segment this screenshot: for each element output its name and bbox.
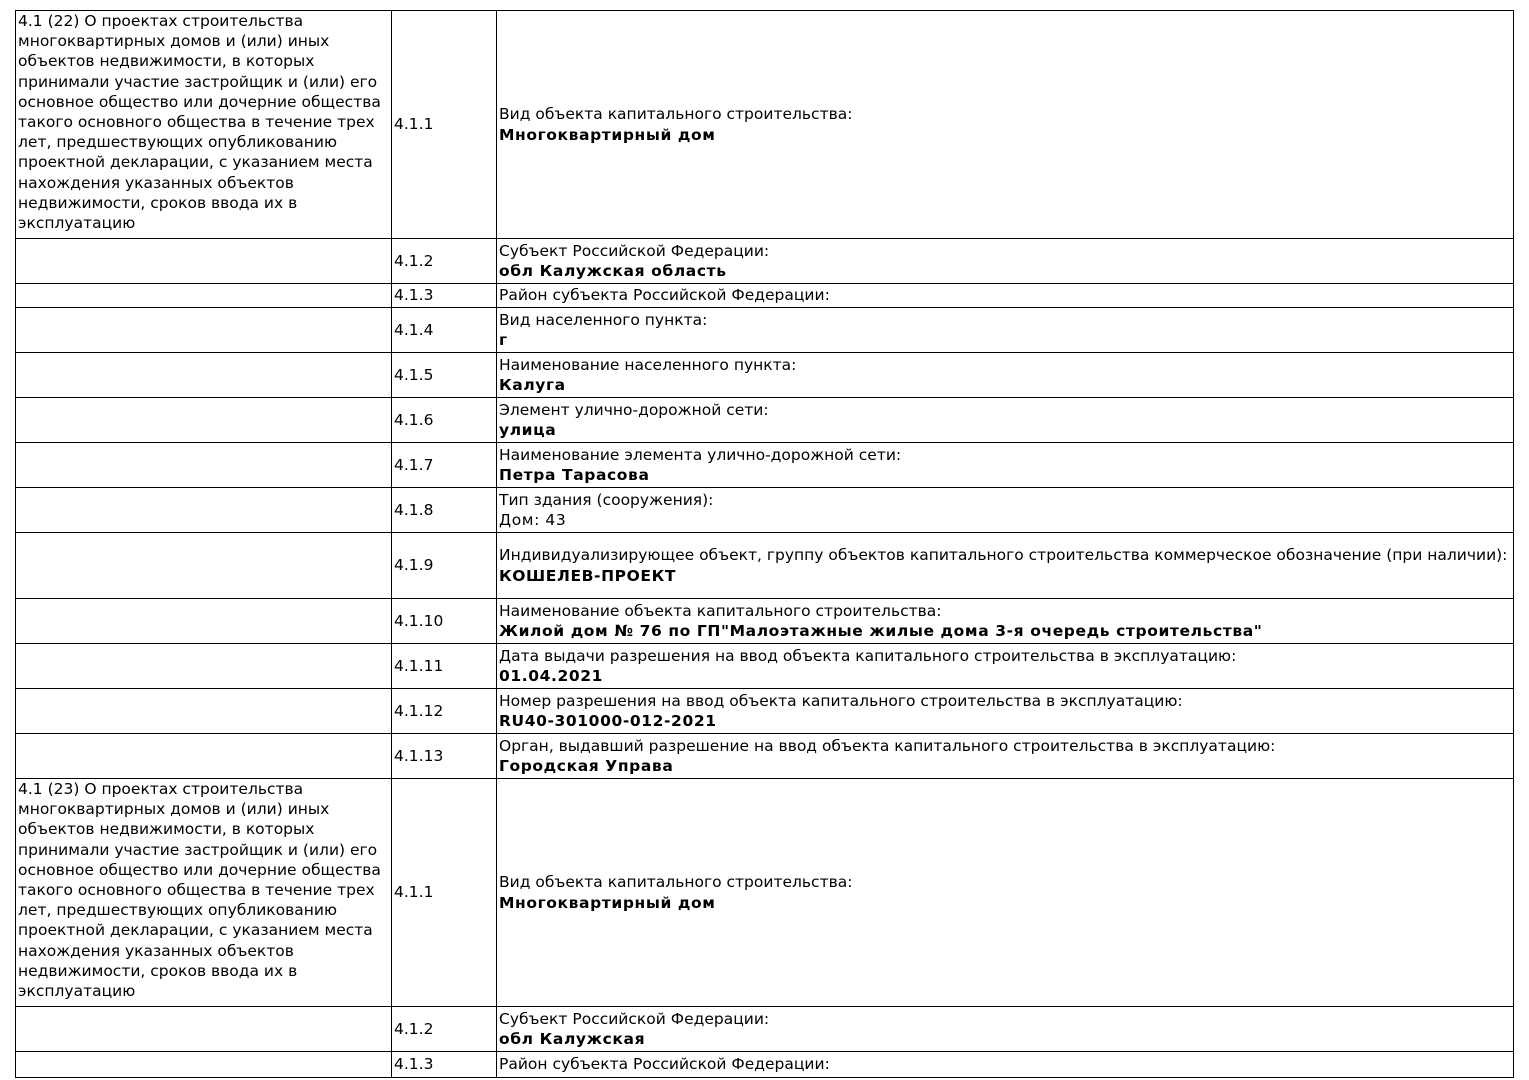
item-code: 4.1.12 — [392, 689, 497, 734]
item-content — [497, 284, 1514, 308]
item-content — [497, 488, 1514, 533]
section-cell — [16, 443, 392, 488]
item-code: 4.1.7 — [392, 443, 497, 488]
table-row — [16, 689, 1514, 734]
table-row — [16, 599, 1514, 644]
item-label: Субъект Российской Федерации: — [499, 241, 770, 260]
item-value: Дом: 43 — [499, 511, 567, 529]
section-title: 4.1 (22) О проектах строительства многоквартирных домов и (или) иных объектов недвижимости, в которых принимали участие застройщик и (или) его основное общество или дочерние общества такого основного общества в течение трех лет, предшествующих опубликованию проектной декларации, с указанием места нахождения указанных объектов недвижимости, сроков ввода их в эксплуатацию — [18, 12, 381, 233]
item-code: 4.1.8 — [392, 488, 497, 533]
table-row — [16, 779, 1514, 1007]
item-label: Наименование населенного пункта: — [499, 355, 797, 374]
item-value: обл Калужская область — [499, 262, 727, 280]
item-content — [497, 398, 1514, 443]
item-code: 4.1.3 — [392, 1052, 497, 1078]
item-value: Многоквартирный дом — [499, 125, 716, 144]
item-label: Субъект Российской Федерации: — [499, 1009, 770, 1028]
item-label: Район субъекта Российской Федерации: — [499, 1055, 830, 1074]
item-content — [497, 11, 1514, 239]
item-label: Номер разрешения на ввод объекта капитального строительства в эксплуатацию: — [499, 691, 1183, 710]
table-row — [16, 398, 1514, 443]
table-row — [16, 488, 1514, 533]
item-code: 4.1.9 — [392, 533, 497, 599]
item-content — [497, 734, 1514, 779]
item-value: Многоквартирный дом — [499, 893, 716, 912]
item-content — [497, 533, 1514, 599]
item-value: КОШЕЛЕВ-ПРОЕКТ — [499, 566, 677, 585]
item-label: Район субъекта Российской Федерации: — [499, 286, 830, 305]
item-value: улица — [499, 421, 557, 439]
item-content — [497, 644, 1514, 689]
item-label: Наименование объекта капитального строительства: — [499, 601, 942, 620]
item-value: Жилой дом № 76 по ГП"Малоэтажные жилые дома 3-я очередь строительства" — [499, 622, 1263, 640]
item-code: 4.1.4 — [392, 308, 497, 353]
section-cell — [16, 734, 392, 779]
item-code: 4.1.2 — [392, 239, 497, 284]
item-content — [497, 353, 1514, 398]
item-value: Петра Тарасова — [499, 466, 650, 484]
section-cell — [16, 1052, 392, 1078]
table-row — [16, 644, 1514, 689]
item-code: 4.1.10 — [392, 599, 497, 644]
item-label: Дата выдачи разрешения на ввод объекта капитального строительства в эксплуатацию: — [499, 646, 1237, 665]
item-content — [497, 308, 1514, 353]
section-cell — [16, 284, 392, 308]
table-row — [16, 284, 1514, 308]
section-cell — [16, 398, 392, 443]
section-cell — [16, 11, 392, 239]
table-row — [16, 239, 1514, 284]
item-label: Вид объекта капитального строительства: — [499, 873, 853, 892]
table-row — [16, 443, 1514, 488]
item-label: Индивидуализирующее объект, группу объектов капитального строительства коммерческое обозначение (при наличии): — [499, 546, 1508, 565]
item-code: 4.1.2 — [392, 1007, 497, 1052]
item-content — [497, 779, 1514, 1007]
item-code: 4.1.11 — [392, 644, 497, 689]
item-content — [497, 1007, 1514, 1052]
table-row — [16, 1052, 1514, 1078]
item-content — [497, 443, 1514, 488]
item-code: 4.1.6 — [392, 398, 497, 443]
item-label: Наименование элемента улично-дорожной сети: — [499, 445, 902, 464]
section-cell — [16, 239, 392, 284]
section-cell — [16, 644, 392, 689]
item-value: 01.04.2021 — [499, 667, 604, 685]
table-row — [16, 533, 1514, 599]
table-row — [16, 308, 1514, 353]
item-content — [497, 599, 1514, 644]
item-value: г — [499, 331, 508, 349]
section-cell — [16, 533, 392, 599]
item-content — [497, 239, 1514, 284]
item-content — [497, 689, 1514, 734]
item-value: обл Калужская — [499, 1030, 646, 1048]
item-content — [497, 1052, 1514, 1078]
item-label: Элемент улично-дорожной сети: — [499, 400, 769, 419]
item-label: Вид объекта капитального строительства: — [499, 105, 853, 124]
item-label: Тип здания (сооружения): — [499, 490, 714, 509]
item-code: 4.1.5 — [392, 353, 497, 398]
declaration-table — [15, 10, 1514, 1078]
table-row — [16, 353, 1514, 398]
item-value: Калуга — [499, 376, 566, 394]
section-cell — [16, 308, 392, 353]
section-cell — [16, 488, 392, 533]
section-cell — [16, 353, 392, 398]
item-code: 4.1.3 — [392, 284, 497, 308]
table-row — [16, 11, 1514, 239]
section-cell — [16, 689, 392, 734]
section-cell — [16, 779, 392, 1007]
table-row — [16, 734, 1514, 779]
item-code: 4.1.13 — [392, 734, 497, 779]
item-value: Городская Управа — [499, 757, 674, 775]
table-row — [16, 1007, 1514, 1052]
section-cell — [16, 599, 392, 644]
item-label: Орган, выдавший разрешение на ввод объекта капитального строительства в эксплуатацию: — [499, 736, 1276, 755]
section-title: 4.1 (23) О проектах строительства многоквартирных домов и (или) иных объектов недвижимости, в которых принимали участие застройщик и (или) его основное общество или дочерние общества такого основного общества в течение трех лет, предшествующих опубликованию проектной декларации, с указанием места нахождения указанных объектов недвижимости, сроков ввода их в эксплуатацию — [18, 780, 381, 1001]
item-code: 4.1.1 — [392, 779, 497, 1007]
section-cell — [16, 1007, 392, 1052]
item-value: RU40-301000-012-2021 — [499, 712, 717, 730]
item-label: Вид населенного пункта: — [499, 310, 708, 329]
item-code: 4.1.1 — [392, 11, 497, 239]
